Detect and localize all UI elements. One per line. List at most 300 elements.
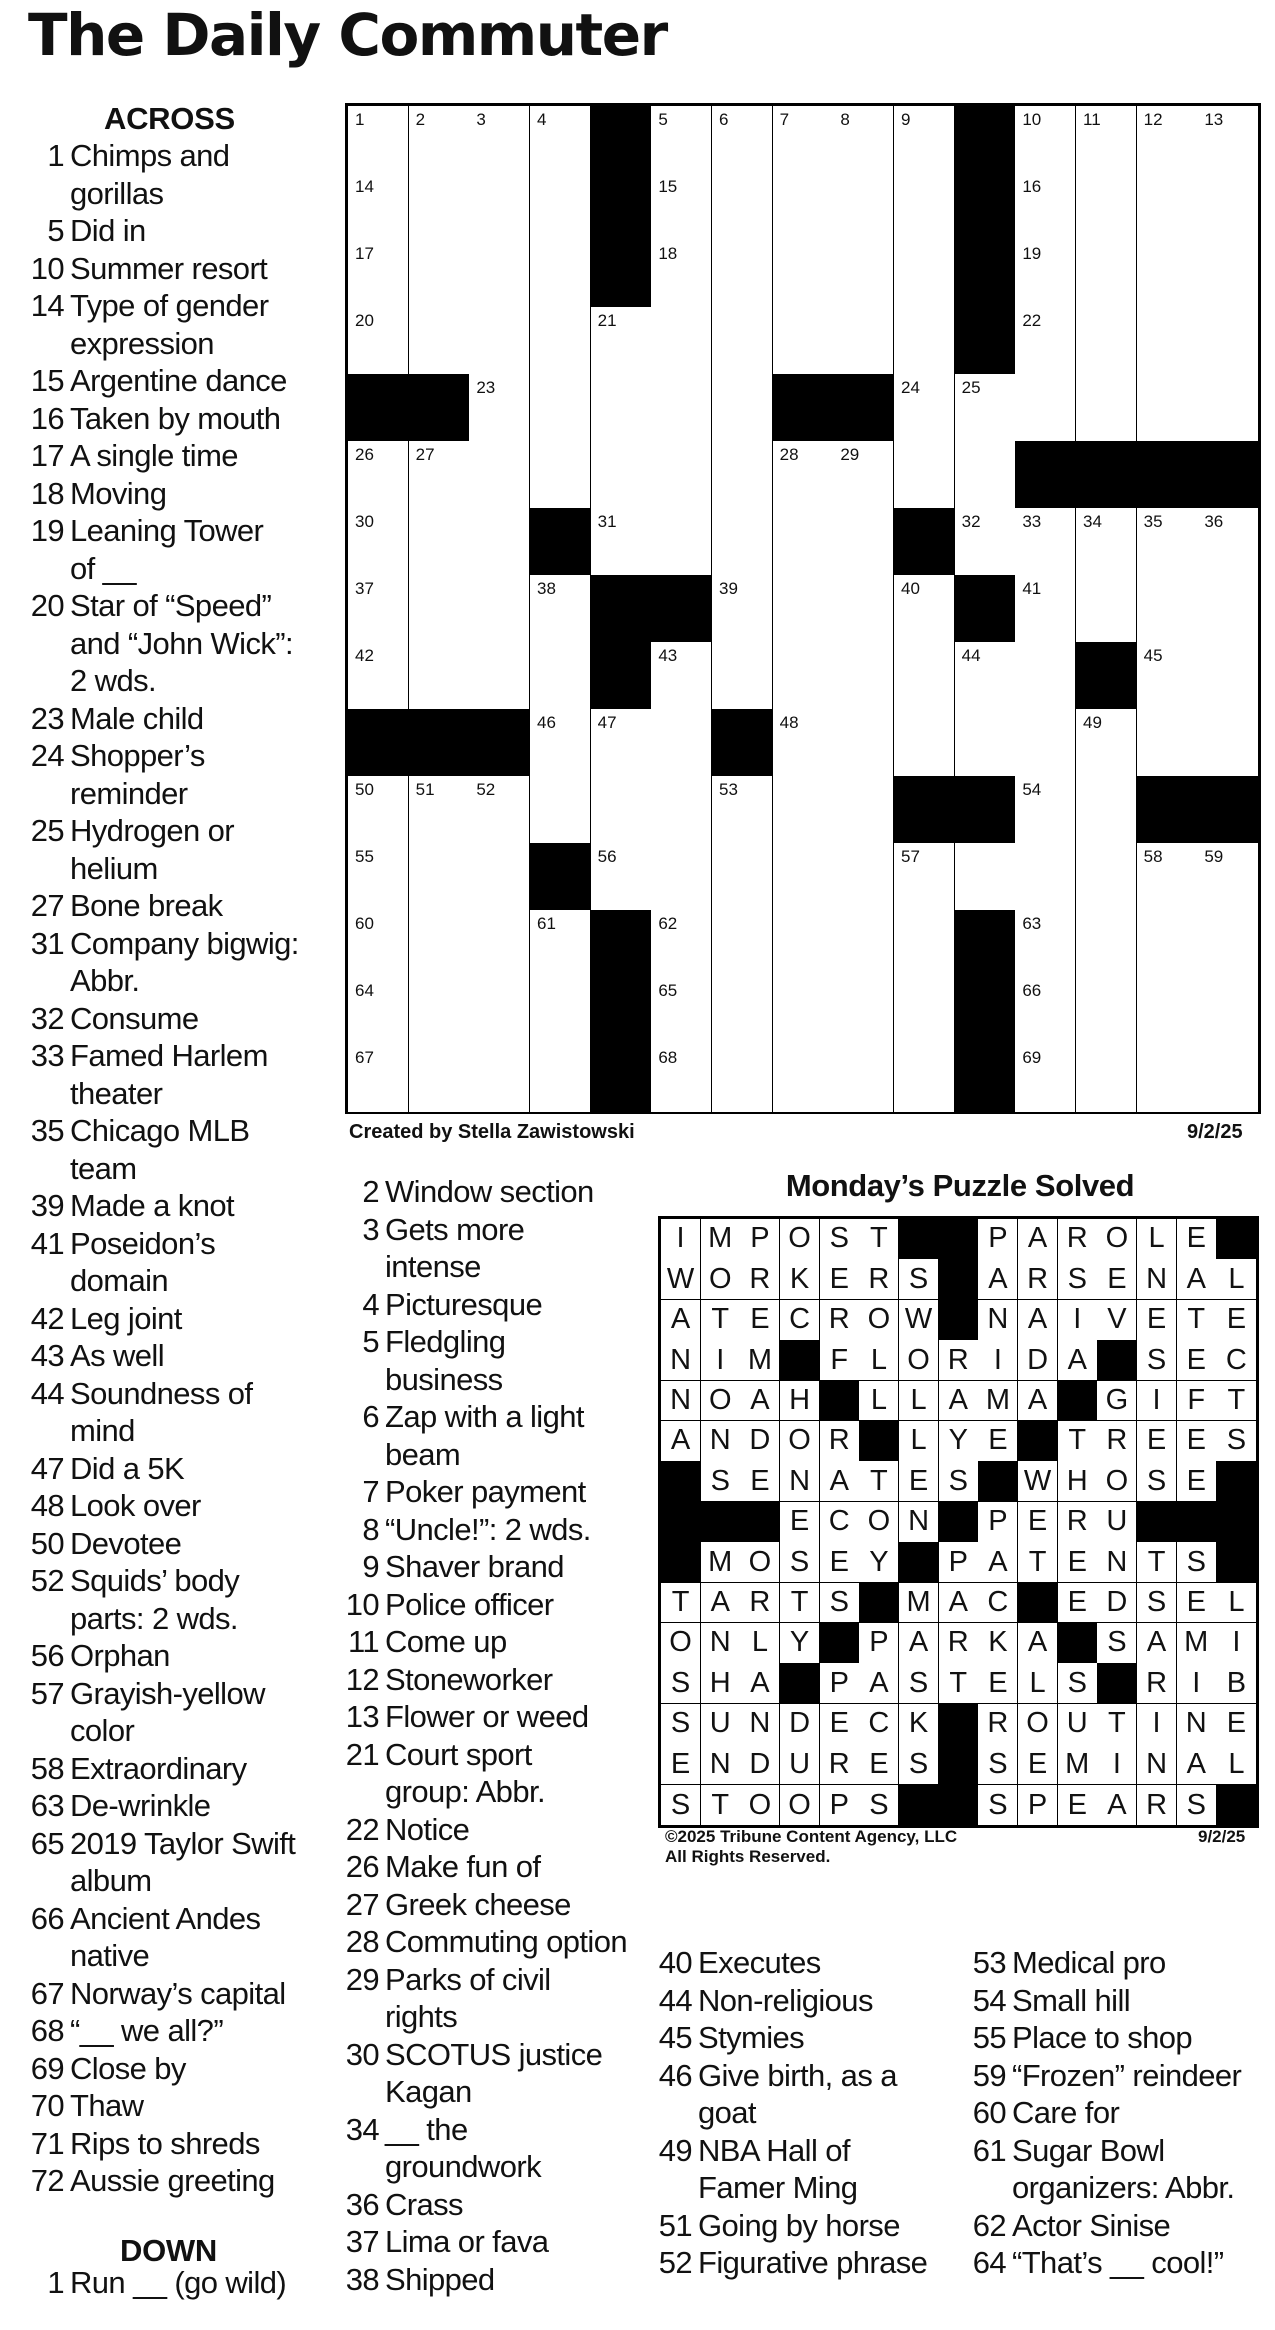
grid-cell[interactable] [894,307,955,375]
grid-cell[interactable] [712,642,773,710]
grid-cell[interactable] [1076,508,1137,576]
clue-text: Shopper’s [70,738,205,773]
grid-cell[interactable] [894,240,955,308]
grid-cell[interactable] [409,910,470,978]
grid-cell[interactable] [469,776,530,844]
clue-item [28,1975,328,2013]
clue-text: Star of “Speed” [70,588,272,623]
grid-cell[interactable] [1197,508,1258,576]
grid-cell[interactable] [651,1044,712,1112]
clue-number: 17 [30,438,64,473]
solved-letter: E [829,1707,849,1740]
grid-cell[interactable] [469,508,530,576]
grid-cell[interactable] [1076,776,1137,844]
grid-cell[interactable] [833,709,894,777]
grid-cell[interactable] [773,642,834,710]
grid-cell[interactable] [894,374,955,442]
grid-cell[interactable] [712,508,773,576]
clue-item [28,587,328,700]
grid-cell[interactable] [1015,977,1076,1045]
grid-cell[interactable] [773,977,834,1045]
grid-cell[interactable] [1197,240,1258,308]
grid-cell[interactable] [1076,575,1137,643]
grid-cell[interactable] [1137,910,1198,978]
solved-letter: R [987,1707,1009,1740]
grid-cell[interactable] [591,441,652,509]
grid-cell[interactable] [530,173,591,241]
grid-cell[interactable] [1197,575,1258,643]
grid-cell[interactable] [651,642,712,710]
grid-cell[interactable] [409,1044,470,1112]
solved-letter: O [1105,1222,1129,1255]
grid-cell[interactable] [651,106,712,174]
cell-number: 6 [719,110,729,129]
grid-cell[interactable] [348,642,409,710]
grid-cell[interactable] [530,776,591,844]
grid-cell[interactable] [469,374,530,442]
solved-letter: E [750,1303,770,1336]
grid-cell[interactable] [530,910,591,978]
grid-cell[interactable] [1197,1044,1258,1112]
solved-cell [1097,1623,1137,1664]
clue-item [970,2057,1270,2095]
grid-cell[interactable] [1076,307,1137,375]
solved-letter: B [1226,1666,1247,1699]
grid-block [591,575,652,643]
solved-letter: T [1028,1545,1047,1578]
grid-cell[interactable] [712,1044,773,1112]
grid-cell[interactable] [348,977,409,1045]
solved-letter: T [1108,1707,1126,1740]
grid-cell[interactable] [773,910,834,978]
solved-letter: S [1186,1788,1206,1821]
clue-item [343,1623,643,1661]
grid-cell[interactable] [833,642,894,710]
solved-letter: T [1187,1303,1206,1336]
grid-cell[interactable] [894,575,955,643]
clue-text: Argentine dance [70,363,287,398]
solved-letter: S [1186,1545,1206,1578]
clue-text: business [385,1361,503,1397]
clue-number: 34 [345,2111,379,2147]
cell-number: 38 [537,579,556,598]
grid-cell[interactable] [894,106,955,174]
grid-cell[interactable] [348,173,409,241]
grid-cell[interactable] [894,1044,955,1112]
grid-cell[interactable] [712,374,773,442]
grid-cell[interactable] [712,977,773,1045]
solved-letter: P [829,1666,849,1699]
clue-text: Going by horse [698,2207,900,2243]
grid-cell[interactable] [409,173,470,241]
grid-cell[interactable] [1015,106,1076,174]
solved-block [899,1542,939,1583]
solved-letter: S [1146,1464,1167,1497]
grid-cell[interactable] [773,106,834,174]
solved-letter: E [1226,1707,1247,1740]
grid-cell[interactable] [348,910,409,978]
down-clue-list-col1 [28,2264,338,2302]
grid-cell[interactable] [409,575,470,643]
grid-cell[interactable] [469,307,530,375]
grid-cell[interactable] [1197,709,1258,777]
solved-letter: W [904,1303,933,1336]
clue-item [656,2132,966,2207]
grid-cell[interactable] [1015,709,1076,777]
grid-cell[interactable] [348,575,409,643]
grid-cell[interactable] [651,977,712,1045]
clue-text: Poseidon’s [70,1225,216,1261]
grid-cell[interactable] [833,508,894,576]
grid-cell[interactable] [651,776,712,844]
grid-cell[interactable] [469,106,530,174]
grid-cell[interactable] [469,977,530,1045]
cell-number: 11 [1083,110,1101,129]
clue-text: Made a knot [70,1188,235,1223]
solved-letter: D [789,1707,811,1740]
grid-cell[interactable] [1015,910,1076,978]
clue-text: Chicago MLB [70,1113,250,1148]
grid-cell[interactable] [409,106,470,174]
grid-cell[interactable] [894,709,955,777]
solved-cell [740,1663,780,1704]
solved-cell [978,1785,1018,1826]
grid-cell[interactable] [1076,173,1137,241]
solved-cell [740,1461,780,1502]
grid-cell[interactable] [833,910,894,978]
grid-cell[interactable] [530,240,591,308]
grid-cell[interactable] [833,575,894,643]
grid-cell[interactable] [773,508,834,576]
clue-text: Gets more [385,1211,525,1247]
grid-cell[interactable] [955,642,1016,710]
grid-cell[interactable] [833,173,894,241]
grid-cell[interactable] [591,776,652,844]
grid-cell[interactable] [348,1044,409,1112]
clue-number: 30 [345,2036,379,2072]
grid-cell[interactable] [1015,1044,1076,1112]
grid-cell[interactable] [469,240,530,308]
grid-cell[interactable] [773,307,834,375]
grid-cell[interactable] [1197,910,1258,978]
grid-cell[interactable] [773,441,834,509]
grid-cell[interactable] [591,709,652,777]
solved-cell [899,1704,939,1745]
clue-text: Stoneworker [385,1661,553,1697]
clue-item [28,2087,328,2125]
grid-cell[interactable] [712,575,773,643]
grid-cell[interactable] [591,307,652,375]
grid-cell[interactable] [955,441,1016,509]
solved-letter: R [947,1343,969,1376]
solved-cell [1216,1583,1256,1624]
grid-cell[interactable] [1015,843,1076,911]
grid-cell[interactable] [955,843,1016,911]
grid-cell[interactable] [591,374,652,442]
solved-cell [1018,1300,1058,1341]
grid-cell[interactable] [1076,977,1137,1045]
solved-letter: D [1027,1343,1049,1376]
clue-text: Famed Harlem [70,1038,268,1073]
solved-cell [820,1663,860,1704]
solved-letter: R [828,1747,850,1780]
grid-cell[interactable] [1197,843,1258,911]
solved-letter: A [1186,1747,1206,1780]
grid-cell[interactable] [348,106,409,174]
cell-number: 9 [901,110,911,129]
grid-cell[interactable] [833,1044,894,1112]
grid-cell[interactable] [1076,240,1137,308]
grid-cell[interactable] [894,173,955,241]
grid-cell[interactable] [530,441,591,509]
grid-cell[interactable] [1076,374,1137,442]
grid-cell[interactable] [1197,173,1258,241]
grid-cell[interactable] [651,307,712,375]
grid-cell[interactable] [409,843,470,911]
solved-letter: O [907,1343,930,1376]
cell-number: 19 [1022,244,1042,263]
grid-cell[interactable] [1197,642,1258,710]
grid-cell[interactable] [1015,307,1076,375]
solved-block [1177,1502,1217,1543]
grid-cell[interactable] [348,307,409,375]
solved-cell [1058,1340,1098,1381]
grid-cell[interactable] [1137,173,1198,241]
grid-cell[interactable] [591,508,652,576]
grid-block [1137,776,1198,844]
solved-cell [1097,1744,1137,1785]
solved-cell [701,1542,741,1583]
grid-cell[interactable] [469,642,530,710]
grid-cell[interactable] [530,709,591,777]
grid-cell[interactable] [409,240,470,308]
grid-cell[interactable] [409,441,470,509]
grid-cell[interactable] [1197,374,1258,442]
clue-item [970,2094,1270,2132]
grid-cell[interactable] [1015,508,1076,576]
grid-cell[interactable] [894,441,955,509]
grid-cell[interactable] [712,106,773,174]
grid-cell[interactable] [409,977,470,1045]
solved-letter: A [1027,1384,1048,1417]
clue-text: Care for [1012,2095,1120,2130]
grid-cell[interactable] [833,977,894,1045]
grid-cell[interactable] [712,441,773,509]
solved-block [661,1461,701,1502]
solved-cell [1137,1259,1177,1300]
grid-cell[interactable] [1137,1044,1198,1112]
grid-cell[interactable] [955,709,1016,777]
clue-item [28,1337,328,1375]
grid-cell[interactable] [1076,709,1137,777]
grid-cell[interactable] [651,173,712,241]
grid-cell[interactable] [712,240,773,308]
grid-cell[interactable] [712,776,773,844]
grid-cell[interactable] [833,307,894,375]
grid-cell[interactable] [348,240,409,308]
grid-cell[interactable] [651,240,712,308]
grid-cell[interactable] [348,441,409,509]
grid-cell[interactable] [833,441,894,509]
grid-cell[interactable] [894,910,955,978]
grid-cell[interactable] [530,106,591,174]
grid-cell[interactable] [1076,106,1137,174]
grid-cell[interactable] [409,307,470,375]
solved-cell [859,1381,899,1422]
grid-cell[interactable] [469,910,530,978]
grid-cell[interactable] [348,776,409,844]
grid-cell[interactable] [1137,575,1198,643]
grid-cell[interactable] [1137,106,1198,174]
grid-block [591,173,652,241]
solved-cell [939,1542,979,1583]
grid-cell[interactable] [1137,240,1198,308]
grid-cell[interactable] [833,843,894,911]
clue-number: 28 [345,1924,379,1959]
solved-cell [780,1219,820,1260]
grid-cell[interactable] [651,843,712,911]
grid-cell[interactable] [651,508,712,576]
grid-cell[interactable] [1197,307,1258,375]
grid-cell[interactable] [712,307,773,375]
grid-cell[interactable] [894,642,955,710]
grid-cell[interactable] [1015,173,1076,241]
grid-cell[interactable] [469,173,530,241]
grid-cell[interactable] [1137,843,1198,911]
grid-cell[interactable] [712,843,773,911]
grid-cell[interactable] [1076,910,1137,978]
solved-letter: R [1027,1262,1049,1295]
grid-cell[interactable] [348,508,409,576]
grid-cell[interactable] [773,843,834,911]
crossword-grid[interactable] [345,103,1261,1114]
grid-cell[interactable] [530,307,591,375]
grid-cell[interactable] [955,508,1016,576]
grid-cell[interactable] [591,843,652,911]
grid-cell[interactable] [1015,374,1076,442]
clue-text: Give birth, as a [698,2057,897,2093]
grid-cell[interactable] [773,776,834,844]
grid-cell[interactable] [1137,709,1198,777]
grid-cell[interactable] [773,575,834,643]
grid-cell[interactable] [833,776,894,844]
grid-cell[interactable] [469,575,530,643]
grid-cell[interactable] [348,843,409,911]
grid-cell[interactable] [530,575,591,643]
grid-cell[interactable] [712,173,773,241]
clue-text: SCOTUS justice [385,2036,603,2072]
grid-cell[interactable] [1137,508,1198,576]
grid-cell[interactable] [1076,1044,1137,1112]
clue-item [343,2186,643,2224]
grid-cell[interactable] [955,374,1016,442]
clue-number: 64 [972,2245,1006,2280]
solved-cell [1018,1623,1058,1664]
solved-letter: Y [869,1545,889,1578]
grid-cell[interactable] [894,843,955,911]
grid-cell[interactable] [773,240,834,308]
grid-cell[interactable] [651,709,712,777]
clue-number: 56 [30,1638,64,1673]
grid-cell[interactable] [1197,106,1258,174]
grid-cell[interactable] [530,977,591,1045]
grid-cell[interactable] [469,843,530,911]
grid-cell[interactable] [409,642,470,710]
clue-item [656,2019,966,2057]
grid-cell[interactable] [530,374,591,442]
solved-cell [1018,1259,1058,1300]
clue-text: helium [70,850,158,886]
grid-cell[interactable] [651,441,712,509]
solved-letter: A [948,1586,968,1619]
clue-number: 16 [30,400,64,436]
clue-number: 27 [345,1886,379,1922]
grid-cell[interactable] [469,441,530,509]
grid-cell[interactable] [1137,977,1198,1045]
solved-letter: L [1148,1222,1165,1255]
grid-cell[interactable] [1076,843,1137,911]
solved-letter: E [1146,1303,1167,1336]
clue-number: 59 [972,2057,1006,2093]
solved-cell [701,1663,741,1704]
solved-letter: A [670,1424,691,1457]
clue-number: 70 [30,2088,64,2123]
grid-cell[interactable] [773,173,834,241]
cell-number: 27 [415,445,435,464]
clue-number: 11 [348,1624,379,1659]
solved-letter: I [1152,1384,1161,1417]
clue-item [656,1982,966,2020]
grid-cell[interactable] [409,508,470,576]
grid-cell[interactable] [469,1044,530,1112]
grid-cell[interactable] [651,910,712,978]
clue-number: 68 [30,2013,64,2048]
grid-cell[interactable] [1137,642,1198,710]
solved-letter: M [906,1586,931,1619]
grid-cell[interactable] [1197,977,1258,1045]
clue-text: Greek cheese [385,1886,571,1922]
solved-letter: H [709,1666,731,1699]
grid-cell[interactable] [1015,575,1076,643]
solved-block [939,1300,979,1341]
solved-letter: S [670,1707,691,1740]
grid-cell[interactable] [409,776,470,844]
grid-cell[interactable] [530,642,591,710]
grid-cell[interactable] [1137,307,1198,375]
grid-cell[interactable] [1137,374,1198,442]
grid-cell[interactable] [530,1044,591,1112]
grid-cell[interactable] [773,709,834,777]
grid-cell[interactable] [833,106,894,174]
grid-cell[interactable] [651,374,712,442]
grid-cell[interactable] [773,1044,834,1112]
cell-number: 65 [658,981,678,1000]
solved-letter: P [869,1626,889,1659]
solved-cell [740,1421,780,1462]
grid-cell[interactable] [712,910,773,978]
clue-number: 2 [362,1174,379,1209]
grid-cell[interactable] [1015,642,1076,710]
solved-cell [661,1785,701,1826]
grid-cell[interactable] [1015,776,1076,844]
grid-cell[interactable] [1015,240,1076,308]
grid-cell[interactable] [894,977,955,1045]
grid-cell[interactable] [833,240,894,308]
solved-cell [1097,1300,1137,1341]
clue-text: intense [385,1249,481,1284]
solved-cell [780,1744,820,1785]
cell-number: 50 [355,780,374,799]
